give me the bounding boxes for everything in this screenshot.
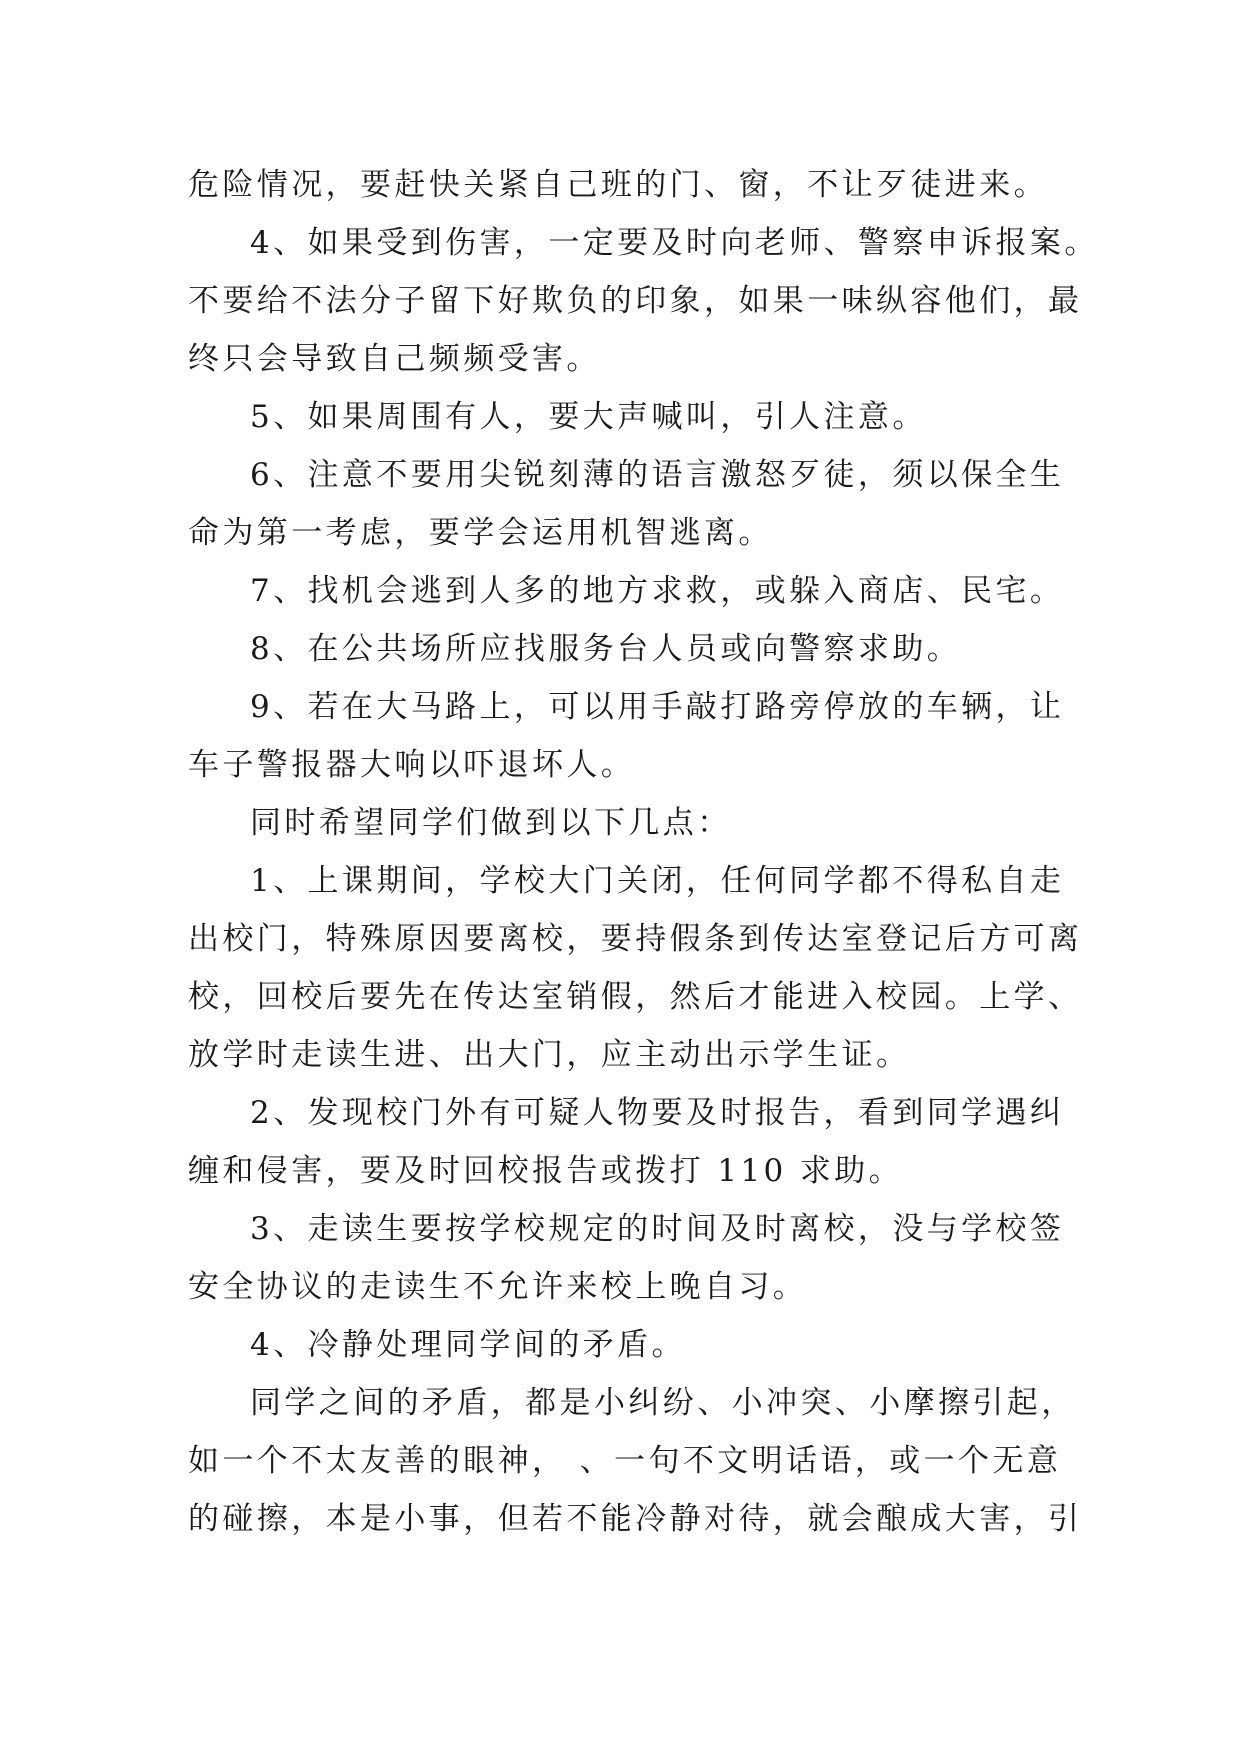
text-line: 同学之间的矛盾，都是小纠纷、小冲突、小摩擦引起， <box>250 1385 1076 1421</box>
text-line: 7、找机会逃到人多的地方求救，或躲入商店、民宅。 <box>250 573 1065 609</box>
text-line: 不要给不法分子留下好欺负的印象，如果一味纵容他们，最 <box>188 283 1083 319</box>
text-line: 出校门，特殊原因要离校，要持假条到传达室登记后方可离 <box>188 921 1083 957</box>
text-line: 同时希望同学们做到以下几点： <box>250 805 732 841</box>
text-line: 8、在公共场所应找服务台人员或向警察求助。 <box>250 631 962 667</box>
text-line: 3、走读生要按学校规定的时间及时离校，没与学校签 <box>250 1211 1065 1247</box>
text-line: 9、若在大马路上，可以用手敲打路旁停放的车辆，让 <box>250 689 1065 725</box>
text-line: 放学时走读生进、出大门，应主动出示学生证。 <box>188 1037 911 1073</box>
text-line: 的碰擦，本是小事，但若不能冷静对待，就会酿成大害，引 <box>188 1501 1083 1537</box>
text-line: 4、冷静处理同学间的矛盾。 <box>250 1327 686 1363</box>
text-line: 车子警报器大响以吓退坏人。 <box>188 747 636 783</box>
text-line: 安全协议的走读生不允许来校上晚自习。 <box>188 1269 808 1305</box>
text-line: 校，回校后要先在传达室销假，然后才能进入校园。上学、 <box>188 979 1083 1015</box>
text-line: 4、如果受到伤害，一定要及时向老师、警察申诉报案。 <box>250 225 1099 261</box>
text-line: 危险情况，要赶快关紧自己班的门、窗，不让歹徒进来。 <box>188 167 1048 203</box>
text-line: 终只会导致自己频频受害。 <box>188 341 601 377</box>
text-line: 6、注意不要用尖锐刻薄的语言激怒歹徒，须以保全生 <box>250 457 1065 493</box>
text-line: 缠和侵害，要及时回校报告或拨打 110 求助。 <box>188 1153 904 1189</box>
text-line: 5、如果周围有人，要大声喊叫，引人注意。 <box>250 399 927 435</box>
text-line: 1、上课期间，学校大门关闭，任何同学都不得私自走 <box>250 863 1065 899</box>
text-line: 命为第一考虑，要学会运用机智逃离。 <box>188 515 773 551</box>
text-line: 如一个不太友善的眼神， 、一句不文明话语，或一个无意 <box>188 1443 1062 1479</box>
text-line: 2、发现校门外有可疑人物要及时报告，看到同学遇纠 <box>250 1095 1065 1131</box>
